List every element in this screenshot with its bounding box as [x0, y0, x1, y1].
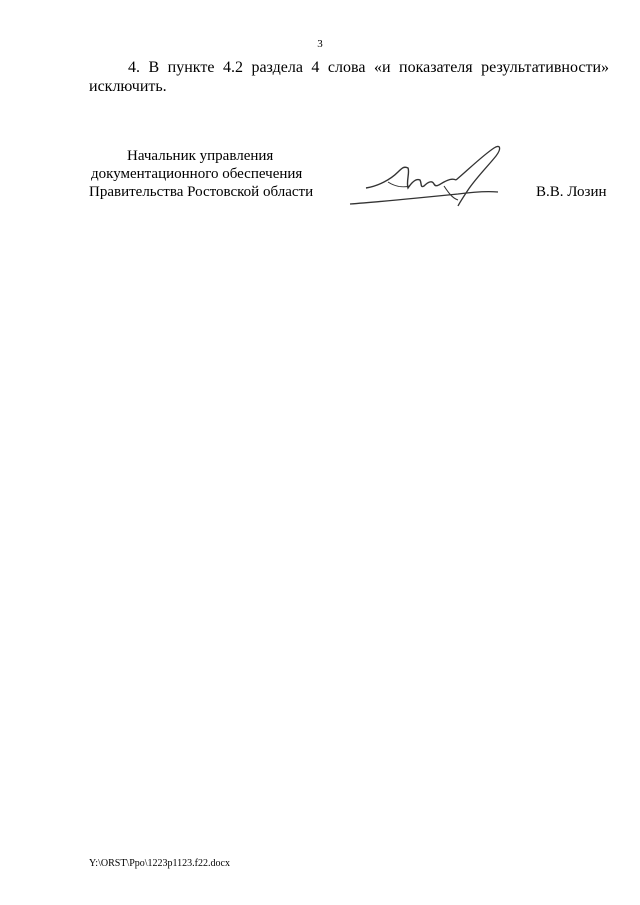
signer-title-line-1: Начальник управления	[127, 148, 274, 164]
signer-name: В.В. Лозин	[536, 184, 607, 200]
signer-title-line-2: документационного обеспечения	[91, 166, 303, 182]
footer-file-path: Y:\ORST\Ppo\1223p1123.f22.docx	[89, 858, 230, 869]
signer-title	[89, 147, 313, 201]
page-number: 3	[317, 38, 323, 50]
handwritten-signature	[348, 142, 508, 212]
signer-title-line-3: Правительства Ростовской области	[89, 184, 314, 200]
body-paragraph: 4. В пункте 4.2 раздела 4 слова «и показателя результативности» исключить.	[89, 59, 609, 95]
